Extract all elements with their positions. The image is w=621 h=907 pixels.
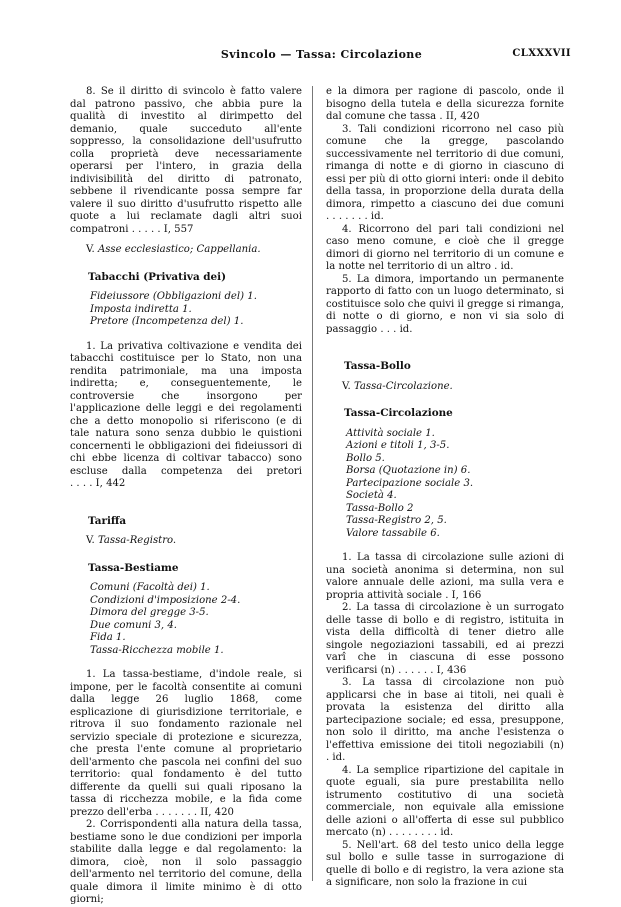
paragraph-circolazione-5 [326,840,564,890]
citation-ref: . . . . . . I, 436 [398,664,467,676]
paragraph-bestiame-1 [70,669,302,819]
paragraph-text: 1. La privativa coltivazione e vendita dei tabacchi costituisce per lo Stato, non una rendita patrimoniale, ma una imposta indiretta; e, conseguentemente, le controversie che insorgono per l'applicazione delle leggi e dei regolamenti che a detto monopolio si riferiscono (e di tale natura sono senza dubbio le quistioni concernenti le obbligazioni dei fideiussori di chi ebbe licenza di coltivar tabacco) sono escluse dalla competenza dei pretori [70,340,302,477]
paragraph-text: 4. Ricorrono del pari tali condizioni nel caso meno comune, e cioè che il gregge dimori di giorno nel territorio di un comune e la notte nel territorio di un altro [326,223,564,272]
index-entry: Due comuni 3, 4. [90,619,177,631]
paragraph-text: 4. La semplice ripartizione del capitale in quote eguali, sia pure prestabilita nello istrumento costitutivo di una società commerciale, non equivale alla emissione delle azioni o all'offerta di esse sul pubblico mercato (n) [326,764,564,838]
index-entry: Fideiussore (Obbligazioni del) 1. [90,291,257,302]
see-ref: Tassa-Registro. [97,535,177,546]
see-ref: Tassa-Circolazione. [353,380,453,392]
paragraph-text: 8. Se il diritto di svincolo è fatto valere dal patrono passivo, che abbia pure la qualità di investito al dirimpetto del demanio, quale succeduto all'ente soppresso, la consolidazione dell'usufrutto colla proprietà deve necessariamente operarsi per l'intero, in grazia della indivisibilità del diritto di patronato, sebbene il rivendicante possa sempre far valere il suo diritto d'usufrutto rispetto alle quote a lui reclamate dagli altri suoi compatroni [70,86,302,235]
paragraph-text: e la dimora per ragione di pascolo, onde il bisogno della tutela e della sicurezza fornite dal comune che tassa [326,86,564,122]
see-label: V. [86,535,95,546]
index-tabacchi [90,291,302,329]
section-title-tabacchi: Tabacchi (Privativa dei) [88,270,227,283]
paragraph-bestiame-2 [70,819,302,907]
see-label: V. [342,380,351,392]
index-entry: Dimora del gregge 3-5. [90,607,209,618]
citation-ref: . . . . I, 442 [70,478,126,489]
paragraph-text: 5. La dimora, importando un permanente rapporto di fatto con un luogo determinato, si costituisce solo che quivi il gregge si rimanga, di notte o di giorno, e non vi sia solo di passaggio [326,273,564,335]
see-also [86,244,302,257]
paragraph-text: 1. La tassa di circolazione sulle azioni di una società anonima si determina, non sul valore annuale delle azioni, ma sulla vera e propria attività sociale [326,552,564,601]
paragraph-circolazione-1 [326,552,564,602]
citation-ref: . . . . . I, 557 [131,223,194,235]
citation-ref: . id. [326,752,346,763]
paragraph-bestiame-5 [326,274,564,337]
citation-ref: . . . . . . . . id. [388,827,454,838]
index-entry: Tassa-Ricchezza mobile 1. [90,644,224,656]
paragraph-circolazione-4 [326,765,564,840]
paragraph-bestiame-2-continued [326,86,564,124]
see-also [342,381,564,394]
index-entry: Condizioni d'imposizione 2-4. [90,594,241,606]
right-column [326,86,564,890]
paragraph-circolazione-2 [326,602,564,677]
column-divider [312,86,313,881]
paragraph-svincolo-8 [70,86,302,236]
index-entry: Azioni e titoli 1, 3-5. [346,440,450,451]
paragraph-circolazione-3 [326,677,564,765]
paragraph-text: 1. La tassa-bestiame, d'indole reale, si impone, per le facoltà consentite ai comuni dalla legge 26 luglio 1868, come esplicazione di giurisdizione territoriale, e ritrova il suo fondamento razionale nel servizio speciale di protezione e sicurezza, che presta l'ente comune al proprietario dell'armento che pascola nei confini del suo territorio: qual fondamento è del tutto differente da quelli sui quali riposano la tassa di ricchezza mobile, e la fida come prezzo dell'erba [70,669,302,818]
citation-ref: . . . id. [380,323,413,335]
citation-ref: . . . . . . . II, 420 [155,806,234,818]
index-entry: Borsa (Quotazione in) 6. [346,465,471,476]
citation-ref: . id. [494,261,514,272]
index-entry: Società 4. [346,490,397,501]
index-entry: Comuni (Facoltà dei) 1. [90,582,210,593]
paragraph-bestiame-3 [326,124,564,224]
section-title-bollo: Tassa-Bollo [344,360,411,372]
paragraph-text: 2. Corrispondenti alla natura della tassa, bestiame sono le due condizioni per imporla stabilite dalla legge e dal regolamento: la dimora, cioè, non il solo passaggio dell'armento nel territorio del comune, della quale dimora il limite minimo è di otto giorni; [70,819,302,905]
paragraph-bestiame-4 [326,224,564,274]
index-entry: Valore tassabile 6. [346,527,440,539]
see-also [86,535,302,548]
index-entry: Bollo 5. [346,452,385,464]
paragraph-text: 2. La tassa di circolazione è un surrogato delle tasse di bollo e di registro, istituita in vista della difficoltà di tener dietro alle singole negoziazioni tassabili, ed ai prezzi varî che in ciascuna di esse possono verificarsi (n) [326,602,564,676]
running-header [72,48,571,64]
index-entry: Partecipazione sociale 3. [346,477,474,489]
index-entry: Tassa-Bollo 2 [346,502,414,514]
paragraph-text: 3. Tali condizioni ricorrono nel caso più comune che la gregge, pascolando successivamente nel territorio di due comuni, rimanga di notte e di giorno in ciascuno di essi per più di otto giorni interi: onde il debito della tassa, in proporzione della durata della dimora, rimpetto a ciascuno dei due comuni [326,123,564,210]
index-entry: Pretore (Incompetenza del) 1. [90,316,244,327]
index-entry: Tassa-Registro 2, 5. [346,515,447,526]
index-entry: Imposta indiretta 1. [90,303,192,315]
paragraph-tabacchi-1 [70,341,302,491]
index-bestiame [90,582,302,657]
see-ref: Asse ecclesiastico; Cappellania. [97,244,261,255]
paragraph-text: 5. Nell'art. 68 del testo unico della legge sul bollo e sulle tasse in surrogazione di quelle di bollo e di registro, la vera azione sta a significare, non solo la frazione in cui [326,839,564,888]
index-circolazione [346,428,564,541]
index-entry: Attività sociale 1. [346,427,435,439]
section-title-circolazione: Tassa-Circolazione [344,407,453,419]
paragraph-text: 3. La tassa di circolazione non può applicarsi che in base ai titoli, nei quali è provata la esistenza del diritto alla partecipazione sociale; ed essa, presuppone, non solo il diritto, ma anche l'esistenza o l'effettiva emissione dei titoli negoziabili (n) [326,677,564,751]
index-entry: Fida 1. [90,632,126,643]
left-column [70,86,302,907]
section-title-bestiame: Tassa-Bestiame [88,561,179,574]
see-label: V. [86,244,95,255]
header-title: Svincolo — Tassa: Circolazione [220,48,423,61]
citation-ref: . I, 166 [445,589,482,601]
section-title-tariffa: Tariffa [88,514,127,527]
citation-ref: . . . . . . . id. [326,211,384,222]
page-number: CLXXXVII [512,48,571,59]
citation-ref: . II, 420 [439,111,480,122]
